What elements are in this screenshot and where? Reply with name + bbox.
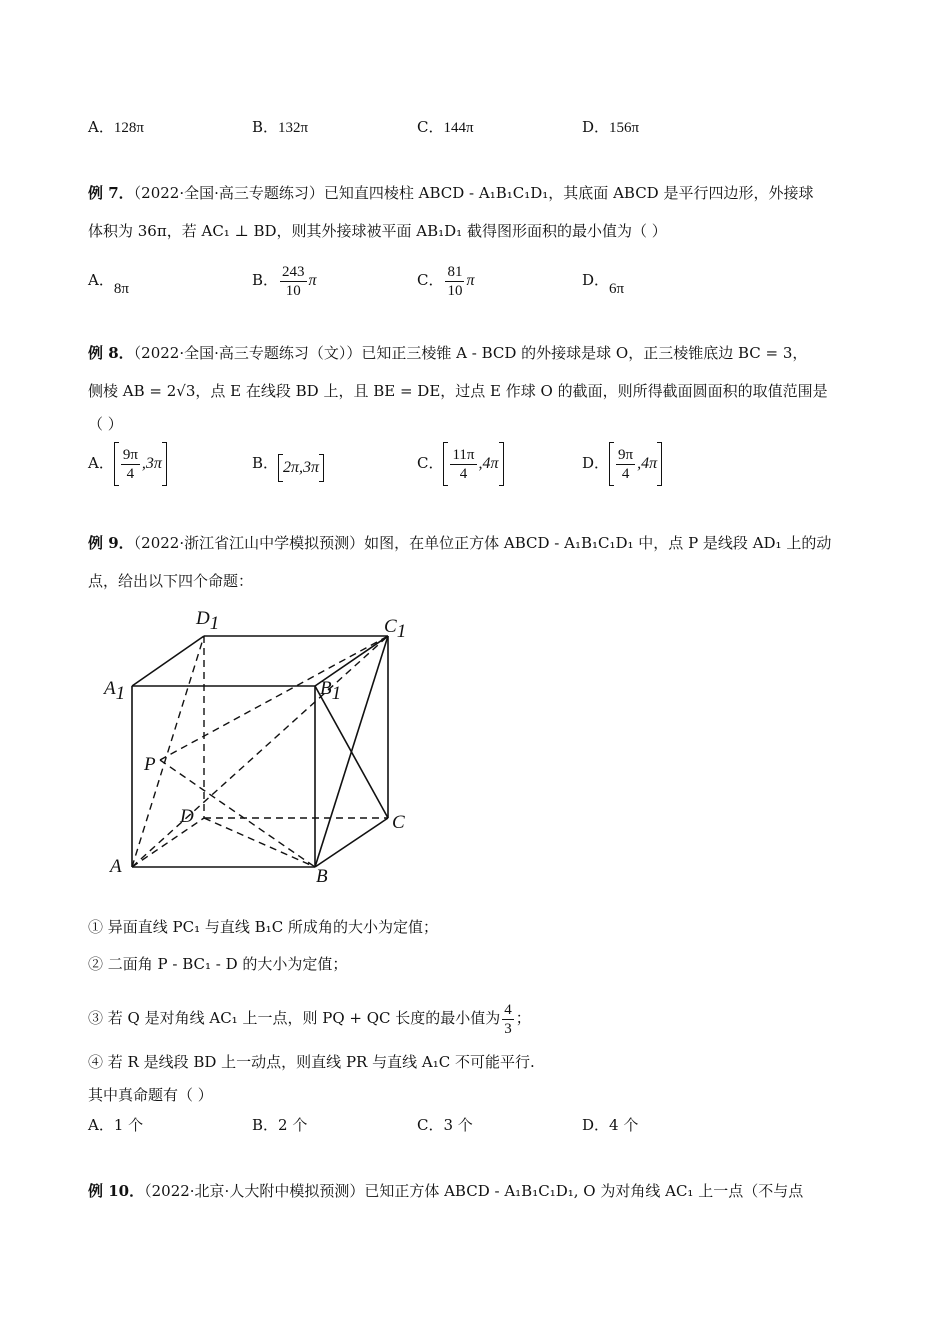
option-c-label: C． — [417, 271, 444, 289]
hidden-diag-db — [204, 818, 315, 867]
label-b: B — [316, 866, 328, 887]
option-c-label: C． — [417, 454, 444, 472]
label-b1: B1 — [320, 678, 342, 704]
example-9-options — [88, 1112, 860, 1138]
cube-figure — [100, 600, 430, 890]
interval-upper: ,4π — [637, 455, 658, 472]
option-c-label: C． — [417, 118, 444, 136]
option-d-label: D． — [582, 118, 610, 136]
example-9-question: 其中真命题有（ ） — [88, 1086, 213, 1104]
fraction-denominator: 10 — [447, 282, 463, 299]
label-c: C — [392, 812, 405, 833]
example-7 — [88, 174, 860, 250]
option-d-label: D． — [582, 454, 610, 472]
statement-4: ④ 若 R 是线段 BD 上一动点，则直线 PR 与直线 A₁C 不可能平行. — [88, 1053, 535, 1071]
fraction-denominator: 4 — [126, 465, 135, 482]
option-a: A．1 个 — [88, 1116, 144, 1134]
example-10-label: 例 10． — [88, 1182, 145, 1200]
statement-3-fraction — [502, 1001, 514, 1038]
option-d-interval — [609, 442, 662, 486]
label-p: P — [144, 754, 156, 775]
example-8-line-1: （2022·全国·高三专题练习（文））已知正三棱锥 A - BCD 的外接球是球 O，正三棱锥底边 BC = 3， — [133, 344, 808, 362]
option-a-interval — [114, 442, 167, 486]
example-7-label: 例 7． — [88, 184, 134, 202]
option-d-value: 6π — [609, 281, 625, 297]
example-10 — [88, 1172, 860, 1210]
interval-upper: ,3π — [141, 455, 162, 472]
option-a-label: A． — [88, 454, 114, 472]
label-d: D — [180, 806, 194, 827]
fraction-denominator: 4 — [459, 465, 468, 482]
edge-bc — [315, 818, 388, 867]
example-8 — [88, 334, 860, 438]
option-d: D．4 个 — [582, 1116, 639, 1134]
fraction-numerator: 4 — [504, 1001, 512, 1018]
fraction-numerator: 9π — [618, 446, 634, 463]
statement-1: ① 异面直线 PC₁ 与直线 B₁C 所成角的大小为定值； — [88, 918, 438, 936]
hidden-line-ad1 — [132, 636, 204, 867]
example-9-label: 例 9． — [88, 534, 134, 552]
option-c-fraction — [445, 263, 464, 300]
fraction-numerator: 11π — [452, 446, 475, 463]
fraction-numerator: 81 — [447, 263, 463, 280]
interval-upper: ,4π — [478, 455, 499, 472]
label-d1: D1 — [196, 608, 220, 634]
statement-3 — [88, 998, 860, 1038]
statement-3-text: ③ 若 Q 是对角线 AC₁ 上一点，则 PQ + QC 长度的最小值为 — [88, 1009, 501, 1027]
option-b: B．2 个 — [252, 1116, 308, 1134]
example-9-line-1: （2022·浙江省江山中学模拟预测）如图，在单位正方体 ABCD - A₁B₁C₁D₁ 中，点 P 是线段 AD₁ 上的动 — [133, 534, 832, 552]
pi-symbol: π — [466, 272, 475, 289]
option-a-label: A． — [88, 271, 114, 289]
option-b-value: 132π — [278, 120, 309, 136]
option-c: C．3 个 — [417, 1116, 473, 1134]
pi-symbol: π — [308, 272, 317, 289]
option-b-label: B． — [252, 454, 279, 472]
example-8-label: 例 8． — [88, 344, 134, 362]
option-b-interval — [278, 454, 324, 482]
option-a-label: A． — [88, 118, 114, 136]
option-a-value: 128π — [113, 120, 144, 136]
label-c1: C1 — [384, 616, 407, 642]
example-10-line-1: （2022·北京·人大附中模拟预测）已知正方体 ABCD - A₁B₁C₁D₁, O 为对角线 AC₁ 上一点（不与点 — [144, 1182, 804, 1200]
option-b-fraction — [280, 263, 307, 300]
option-b-label: B． — [252, 118, 279, 136]
example-9-line-2: 点，给出以下四个命题： — [88, 572, 254, 590]
statement-2: ② 二面角 P - BC₁ - D 的大小为定值； — [88, 955, 348, 973]
diag-bc1 — [315, 636, 388, 867]
fraction-numerator: 243 — [282, 263, 305, 280]
option-c-interval — [443, 442, 503, 486]
option-a-value: 8π — [113, 281, 129, 297]
fraction-denominator: 4 — [621, 465, 630, 482]
example-7-line-1: （2022·全国·高三专题练习）已知直四棱柱 ABCD - A₁B₁C₁D₁，其底面 ABCD 是平行四边形，外接球 — [133, 184, 814, 202]
example-7-options — [88, 260, 860, 300]
label-a: A — [110, 856, 122, 877]
prev-options-row — [88, 114, 860, 140]
option-d-value: 156π — [609, 120, 640, 136]
fraction-denominator: 3 — [504, 1020, 512, 1037]
example-8-line-3: （ ） — [88, 415, 123, 433]
option-d-label: D． — [582, 271, 610, 289]
hidden-line-pc1 — [160, 636, 388, 760]
example-8-options — [88, 440, 860, 486]
hidden-diag-ac1 — [132, 636, 388, 867]
interval-value: 2π,3π — [283, 459, 320, 476]
edge-a1d1 — [132, 636, 204, 686]
statement-3-end: ； — [515, 1009, 531, 1027]
option-b-label: B． — [252, 271, 279, 289]
example-9 — [88, 524, 860, 600]
option-c-value: 144π — [443, 120, 474, 136]
fraction-numerator: 9π — [122, 446, 138, 463]
label-a1: A1 — [104, 678, 126, 704]
example-8-line-2: 侧棱 AB = 2√3，点 E 在线段 BD 上，且 BE = DE，过点 E 作球 O 的截面，则所得截面圆面积的取值范围是 — [88, 382, 828, 400]
fraction-denominator: 10 — [285, 282, 301, 299]
example-7-line-2: 体积为 36π，若 AC₁ ⊥ BD，则其外接球被平面 AB₁D₁ 截得图形面积的最小值为（ ） — [88, 222, 667, 240]
